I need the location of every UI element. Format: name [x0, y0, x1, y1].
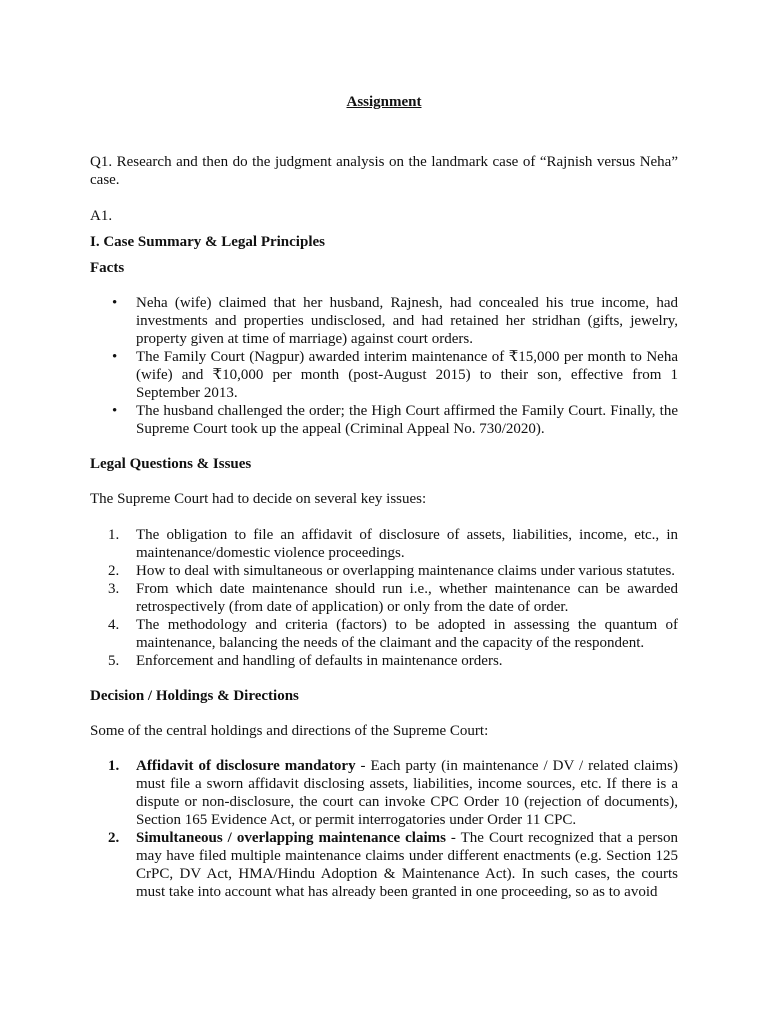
facts-list [90, 294, 678, 438]
item-number: 3. [108, 581, 120, 597]
item-number: 1. [108, 758, 120, 774]
list-item [90, 348, 678, 402]
decision-heading: Decision / Holdings & Directions [90, 688, 299, 704]
list-item [90, 652, 678, 670]
section-heading: I. Case Summary & Legal Principles [90, 234, 325, 250]
list-item [90, 402, 678, 438]
bullet-icon: • [112, 403, 118, 419]
issue-text: How to deal with simultaneous or overlapping maintenance claims under various statutes. [136, 563, 676, 579]
answer-label: A1. [90, 208, 113, 224]
decision-list [90, 757, 678, 901]
document-body [90, 93, 678, 901]
fact-text: Neha (wife) claimed that her husband, Rajnesh, had concealed his true income, had investments and properties undisclosed, and had retained her stridhan (gifts, jewelry, property given at time of marriage) against court orders. [136, 295, 678, 347]
list-item [90, 526, 678, 562]
issue-text: The methodology and criteria (factors) to be adopted in assessing the quantum of maintenance, balancing the needs of the claimant and the capacity of the respondent. [136, 617, 678, 651]
item-number: 4. [108, 617, 120, 633]
issues-intro: The Supreme Court had to decide on several key issues: [90, 491, 427, 507]
item-number: 5. [108, 653, 120, 669]
item-number: 1. [108, 527, 120, 543]
holding-text: - The Court recognized that a person may have filed multiple maintenance claims under different enactments (e.g. Section 125 CrPC, DV Act, HMA/Hindu Adoption & Maintenance Act). In such cases, the courts must take into account what has already been granted in one proceeding, so as to avoid [136, 830, 678, 900]
bullet-icon: • [112, 349, 118, 365]
fact-text: The husband challenged the order; the High Court affirmed the Family Court. Finally, the Supreme Court took up the appeal (Criminal Appeal No. 730/2020). [136, 403, 678, 437]
issues-heading: Legal Questions & Issues [90, 456, 252, 472]
page-title: Assignment [346, 94, 422, 110]
list-item [90, 294, 678, 348]
holding-lead: Simultaneous / overlapping maintenance claims [136, 830, 446, 846]
facts-heading: Facts [90, 260, 125, 276]
list-item [90, 616, 678, 652]
item-number: 2. [108, 830, 120, 846]
decision-intro: Some of the central holdings and directions of the Supreme Court: [90, 723, 489, 739]
item-number: 2. [108, 563, 120, 579]
fact-text: The Family Court (Nagpur) awarded interim maintenance of ₹15,000 per month to Neha (wife) and ₹10,000 per month (post-August 2015) to their son, effective from 1 September 2013. [136, 349, 678, 401]
list-item [90, 562, 678, 580]
issue-text: From which date maintenance should run i.e., whether maintenance can be awarded retrospectively (from date of application) or only from the date of order. [136, 581, 678, 615]
list-item [90, 829, 678, 901]
question-text: Q1. Research and then do the judgment analysis on the landmark case of “Rajnish versus Neha” case. [90, 154, 678, 188]
list-item [90, 757, 678, 829]
bullet-icon: • [112, 295, 118, 311]
holding-lead: Affidavit of disclosure mandatory [136, 758, 356, 774]
issue-text: Enforcement and handling of defaults in maintenance orders. [136, 653, 503, 669]
list-item [90, 580, 678, 616]
issues-list [90, 526, 678, 670]
issue-text: The obligation to file an affidavit of disclosure of assets, liabilities, income, etc., in maintenance/domestic violence proceedings. [136, 527, 678, 561]
holding-text: - Each party (in maintenance / DV / related claims) must file a sworn affidavit disclosing assets, liabilities, income sources, etc. If there is a dispute or non-disclosure, the court can invoke CPC Order 10 (rejection of documents), Section 165 Evidence Act, or permit interrogatories under Order 11 CPC. [136, 758, 678, 828]
